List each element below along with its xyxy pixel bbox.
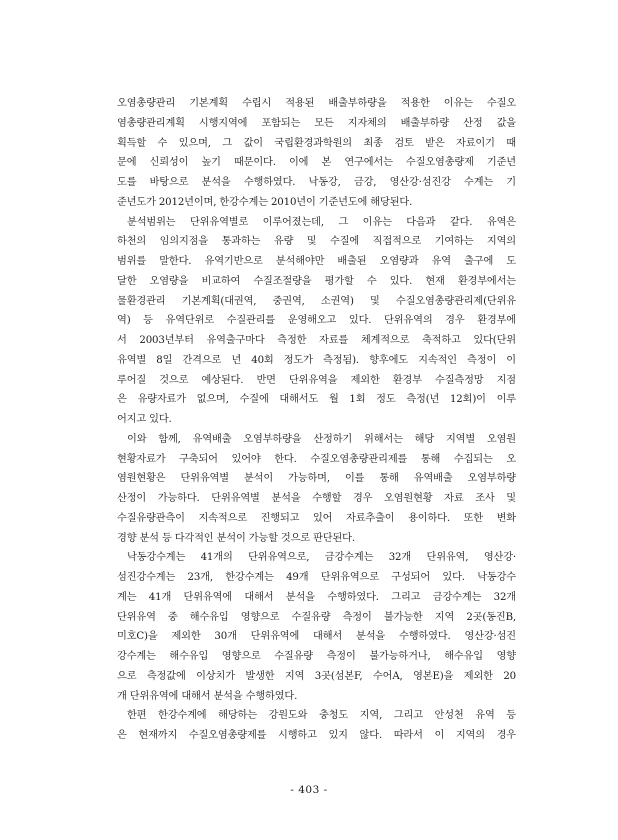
- page-number: - 403 -: [290, 784, 328, 796]
- text-line: 수질유량관측이 지속적으로 진행되고 있어 자료추출이 용이하다. 또한 변화: [117, 512, 516, 524]
- text-line: 경향 분석 등 다각적인 분석이 가능할 것으로 판단된다.: [117, 532, 355, 544]
- text-line: 산정이 가능하다. 단위유역별 분석을 수행할 경우 오염원현황 자료 조사 및: [117, 493, 516, 504]
- text-line: 현황자료가 구축되어 있어야 한다. 수질오염총량관리제를 통해 수집되는 오: [117, 453, 516, 465]
- text-line: 으로 측정값에 이상치가 발생한 지역 3곳(섬본F, 수어A, 영본E)을 제외한 20: [117, 670, 516, 682]
- text-line: 은 유량자료가 없으며, 수질에 대해서도 월 1회 정도 측정(년 12회)이 이루: [117, 394, 516, 406]
- text-line: 이와 함께, 유역배출 오염부하량을 산정하기 위해서는 해당 지역별 오염원: [127, 433, 516, 445]
- text-line: 섬진강수계는 23개, 한강수계는 49개 단위유역으로 구성되어 있다. 낙동강수: [117, 572, 516, 583]
- text-line: 계는 41개 단위유역에 대해서 분석을 수행하였다. 그리고 금강수계는 32개: [117, 591, 516, 603]
- text-line: 오염총량관리 기본계획 수립시 적용된 배출부하량을 적용한 이유는 수질오: [117, 98, 516, 109]
- text-line: 하천의 임의지점을 통과하는 유량 및 수질에 직접적으로 기여하는 지역의: [117, 236, 516, 248]
- paragraph: [117, 706, 516, 746]
- text-line: 역) 등 유역단위로 수질관리를 운영해오고 있다. 단위유역의 경우 환경부에: [117, 315, 516, 327]
- text-line: 어지고 있다.: [117, 414, 172, 425]
- text-line: 강수계는 해수유입 영향으로 수질유량 측정이 불가능하거나, 해수유입 영향: [117, 651, 516, 662]
- text-line: 은 현재까지 수질오염총량제를 시행하고 있지 않다. 따라서 이 지역의 경우: [117, 730, 516, 741]
- text-line: 물환경관리 기본계획(대권역, 중권역, 소권역) 및 수질오염총량관리제(단위유: [117, 295, 516, 307]
- text-line: 범위를 말한다. 유역기반으로 분석해야만 배출된 오염량과 유역 출구에 도: [117, 256, 516, 267]
- text-line: 한편 한강수계에 해당하는 강원도와 충청도 지역, 그리고 안성천 유역 등: [127, 710, 516, 722]
- paragraph: [117, 548, 516, 706]
- paragraph: [117, 94, 516, 213]
- paragraph: [117, 213, 516, 430]
- text-line: 도를 바탕으로 분석을 수행하였다. 낙동강, 금강, 영산강·섬진강 수계는 기: [117, 177, 516, 188]
- text-line: 준년도가 2012년이며, 한강수계는 2010년이 기준년도에 해당된다.: [117, 196, 413, 208]
- text-line: 미호C)을 제외한 30개 단위유역에 대해서 분석을 수행하였다. 영산강·섬진: [117, 631, 516, 643]
- text-line: 단위유역 중 해수유입 영향으로 수질유량 측정이 불가능한 지역 2곳(동진B,: [117, 611, 516, 623]
- paragraph: [117, 430, 516, 549]
- text-line: 유역별 8일 간격으로 년 40회 정도가 측정됨). 향후에도 지속적인 측정이 이: [117, 354, 516, 366]
- text-line: 문에 신뢰성이 높기 때문이다. 이에 본 연구에서는 수질오염총량제 기준년: [117, 157, 516, 169]
- text-line: 서 2003년부터 유역출구마다 측정한 자료를 체계적으로 축적하고 있다(단위: [117, 335, 516, 346]
- text-line: 획득할 수 있으며, 그 값이 국립환경과학원의 최종 검토 받은 자료이기 때: [117, 137, 516, 149]
- text-line: 염원현황은 단위유역별 분석이 가능하며, 이를 통해 유역배출 오염부하량: [117, 473, 516, 485]
- text-line: 루어질 것으로 예상된다. 반면 단위유역을 제외한 환경부 수질측정망 지점: [117, 374, 516, 386]
- document-body: [117, 94, 516, 746]
- text-line: 염총량관리계획 시행지역에 포함되는 모든 지자체의 배출부하량 산정 값을: [117, 117, 516, 129]
- text-line: 개 단위유역에 대해서 분석을 수행하였다.: [117, 690, 298, 702]
- text-line: 분석범위는 단위유역별로 이루어졌는데, 그 이유는 다음과 같다. 유역은: [127, 216, 516, 228]
- text-line: 달한 오염량을 비교하여 수질조절량을 평가할 수 있다. 현재 환경부에서는: [117, 275, 516, 287]
- text-line: 낙동강수계는 41개의 단위유역으로, 금강수계는 32개 단위유역, 영산강·: [127, 552, 516, 564]
